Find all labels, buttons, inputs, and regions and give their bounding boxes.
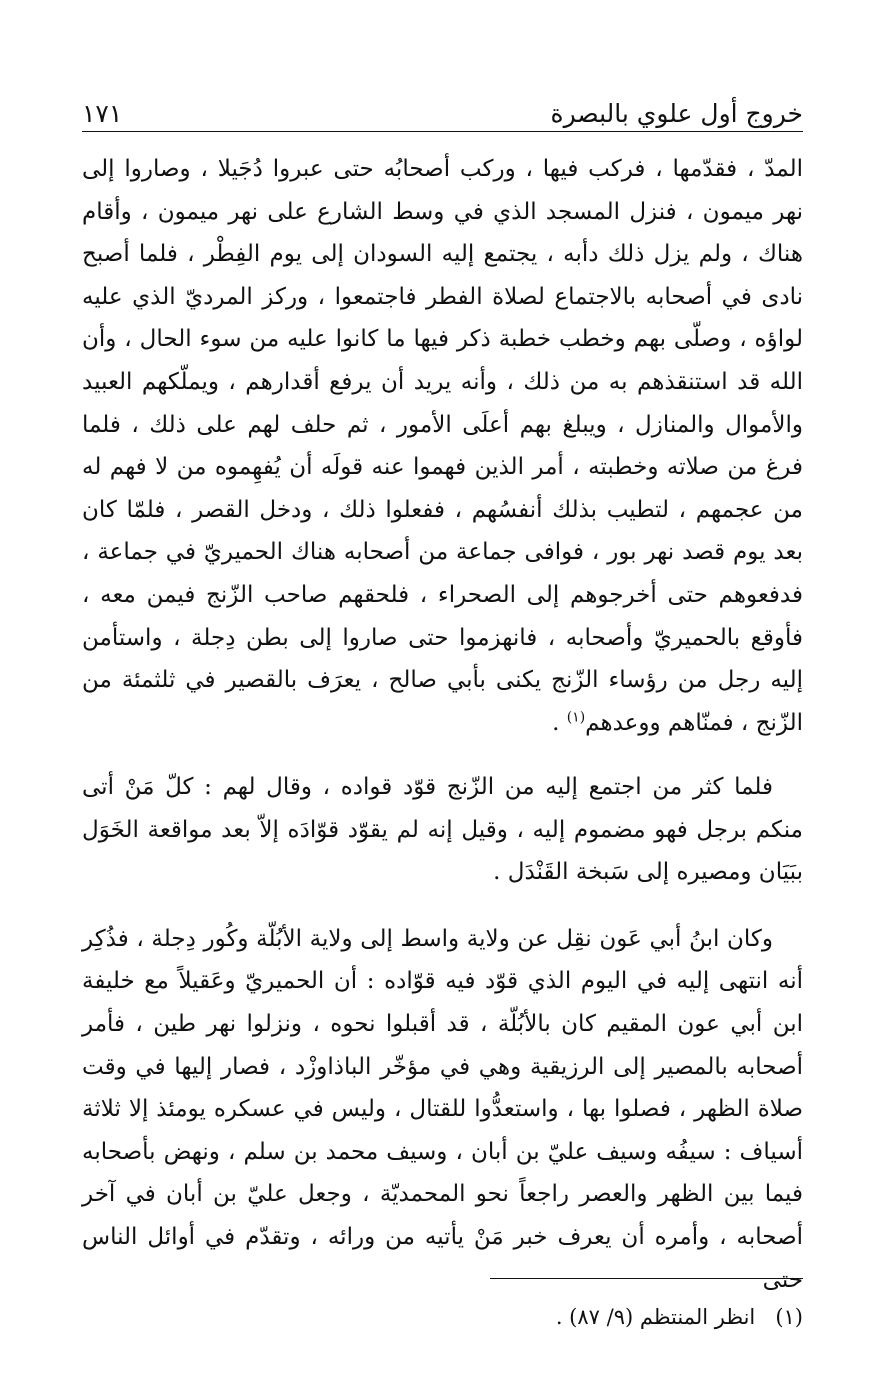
chapter-title: خروج أول علوي بالبصرة xyxy=(550,99,803,128)
footnote-separator xyxy=(490,1278,803,1279)
footnote xyxy=(82,1302,803,1332)
paragraph-1-text: المدّ ، فقدّمها ، فركب فيها ، وركب أصحابُه حتى عبروا دُجَيلا ، وصاروا إلى نهر ميمون ، فنزل المسجد الذي في وسط الشارع على نهر ميمون ، وأقام هناك ، ولم يزل ذلك دأبه ، يجتمع إليه السودان إلى يوم الفِطْر ، فلما أصبح نادى في أصحابه بالاجتماع لصلاة الفطر فاجتمعوا ، وركز المرديّ الذي عليه لواؤه ، وصلّى بهم وخطب خطبة ذكر فيها ما كانوا عليه من سوء الحال ، وأن الله قد استنقذهم به من ذلك ، وأنه يريد أن يرفع أقدارهم ، ويملّكهم العبيد والأموال والمنازل ، ويبلغ بهم أعلَى الأمور ، ثم حلف لهم على ذلك ، فلما فرغ من صلاته وخطبته ، أمر الذين فهموا عنه قولَه أن يُفهِموه من لا فهم له من عجمهم ، لتطيب بذلك أنفسُهم ، ففعلوا ذلك ، ودخل القصر ، فلمّا كان بعد يوم قصد نهر بور ، فوافى جماعة من أصحابه هناك الحميريّ في جماعة ، فدفعوهم حتى أخرجوهم إلى الصحراء ، فلحقهم صاحب الزّنج فيمن معه ، فأوقع بالحميريّ وأصحابه ، فانهزموا حتى صاروا إلى بطن دِجلة ، واستأمن إليه رجل من رؤساء الزّنج يكنى بأبي صالح ، يعرَف بالقصير في ثلثمئة من الزّنج ، فمنّاهم ووعدهم xyxy=(82,156,803,736)
main-text xyxy=(82,148,803,1301)
footnote-reference: (١) xyxy=(566,709,586,726)
running-header xyxy=(82,88,803,128)
paragraph-1-end: . xyxy=(552,709,567,736)
paragraph-3: وكان ابنُ أبي عَون نقِل عن ولاية واسط إلى ولاية الأبُلّة وكُور دِجلة ، فذُكِر أنه انتهى إليه في اليوم الذي قوّد فيه قوّاده : أن الحميريّ وعَقيلاً مع خليفة ابن أبي عون المقيم كان بالأبُلّة ، قد أقبلوا نحوه ، ونزلوا نهر طين ، فأمر أصحابه بالمصير إلى الرزيقية وهي في مؤخّر الباذاوزْد ، فصار إليها في وقت صلاة الظهر ، فصلوا بها ، واستعدُّوا للقتال ، وليس في عسكره يومئذ إلا ثلاثة أسياف : سيفُه وسيف عليّ بن أبان ، وسيف محمد بن سلم ، ونهض بأصحابه فيما بين الظهر والعصر راجعاً نحو المحمديّة ، وجعل عليّ بن أبان في آخر أصحابه ، وأمره أن يعرف خبر مَنْ يأتيه من ورائه ، وتقدّم في أوائل الناس حتى xyxy=(82,925,803,1293)
footnote-text: انظر المنتظم (٩/ ٨٧) . xyxy=(555,1305,756,1329)
paragraph-1 xyxy=(82,148,803,744)
paragraph-2: فلما كثر من اجتمع إليه من الزّنج قوّد قواده ، وقال لهم : كلّ مَنْ أتى منكم برجل فهو مضموم إليه ، وقيل إنه لم يقوّد قوّادَه إلاّ بعد مواقعة الخَوَل ببَيَان ومصيره إلى سَبخة القَنْدَل . xyxy=(82,774,803,886)
header-rule xyxy=(82,131,803,132)
page-number: ١٧١ xyxy=(82,99,123,128)
footnote-number: (١) xyxy=(775,1305,803,1329)
